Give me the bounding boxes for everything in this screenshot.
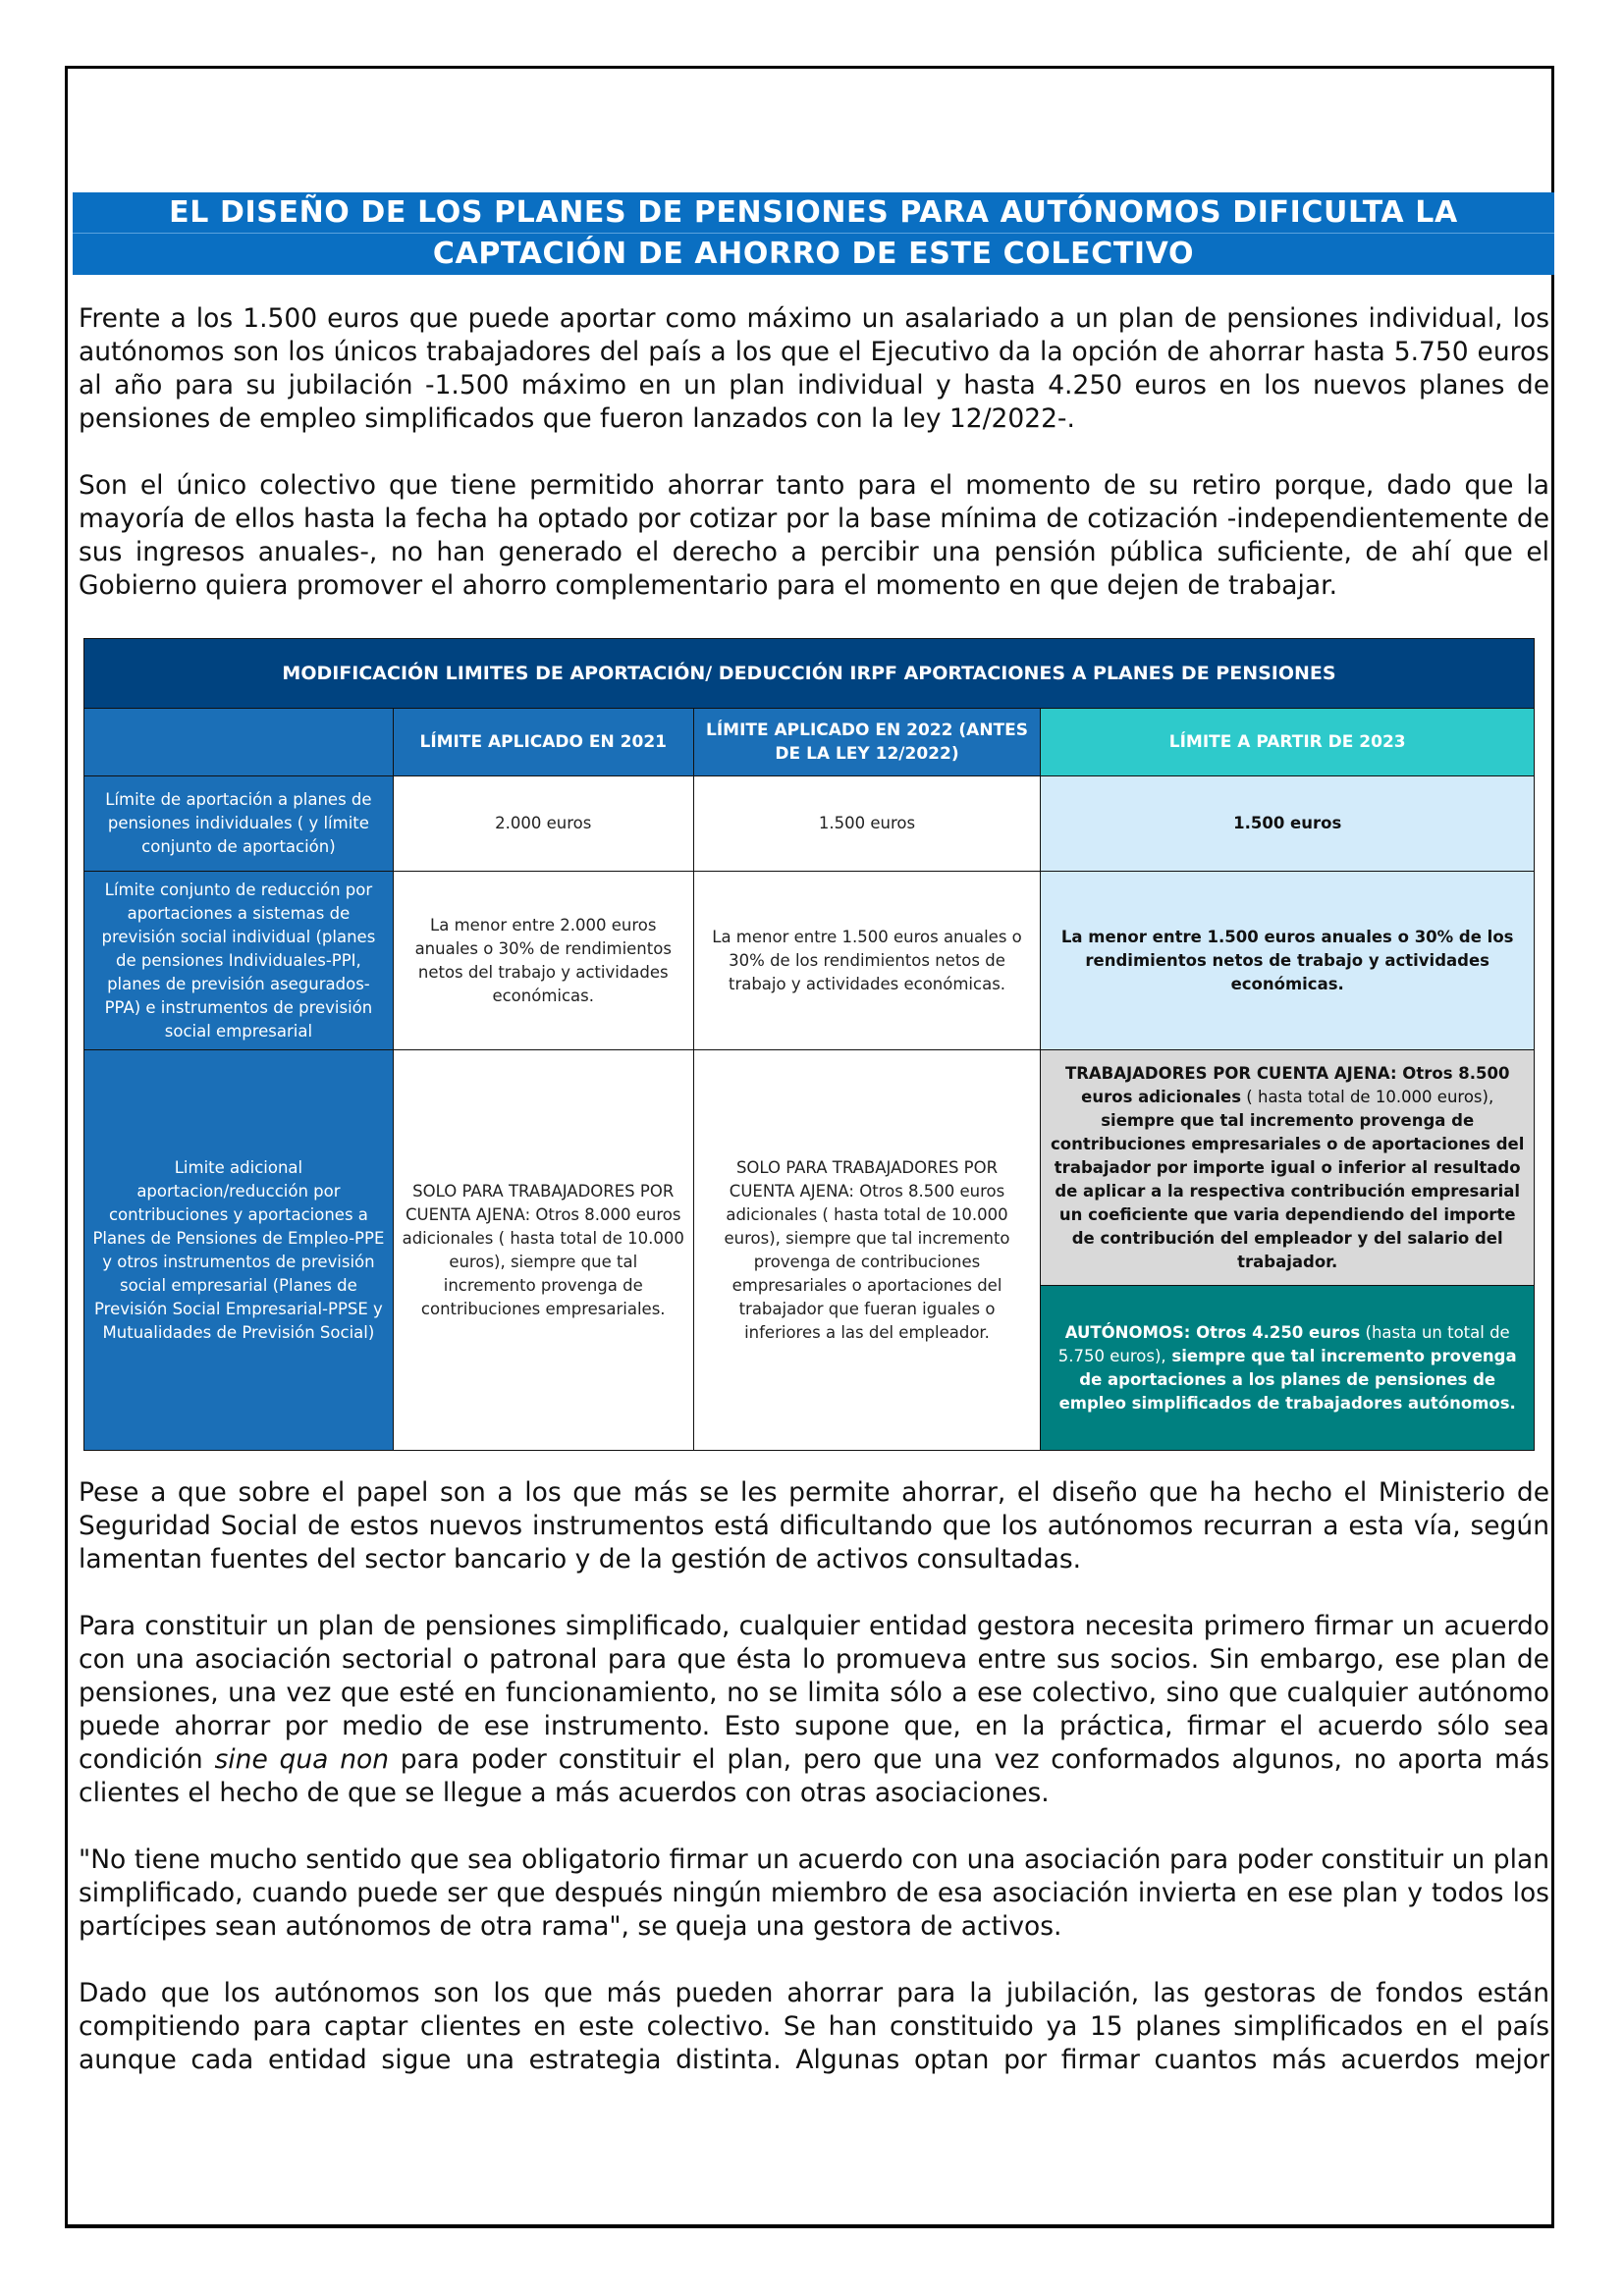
article-title-banner [73, 192, 1554, 275]
table-row [84, 872, 1535, 1050]
cell-2023-employees [1041, 1050, 1535, 1286]
self-employed-bold-tail: siempre que tal incremento provenga de aportaciones a los planes de pensiones de empleo simplificados de trabajadores autónomos. [1058, 1346, 1517, 1413]
paragraph-4-latin-phrase: sine qua non [214, 1744, 389, 1775]
cell-2022: 1.500 euros [693, 776, 1041, 872]
cell-2021: La menor entre 2.000 euros anuales o 30% de rendimientos netos del trabajo y actividades económicas. [393, 872, 693, 1050]
table-header-2023: LÍMITE A PARTIR DE 2023 [1041, 709, 1535, 776]
paragraph-4-part-a: Para constituir un plan de pensiones simplificado, cualquier entidad gestora necesita primero firmar un acuerdo con una asociación sectorial o patronal para que ésta lo promueva entre sus socios. Sin embargo, ese plan de pensiones, una vez que esté en funcionamiento, no se limita sólo a ese colectivo, sino que cualquier autónomo puede ahorrar por medio de ese instrumento. Esto supone que, en la práctica, firmar el acuerdo sólo sea condición [79, 1611, 1549, 1775]
article-title-line-1: EL DISEÑO DE LOS PLANES DE PENSIONES PARA AUTÓNOMOS DIFICULTA LA [73, 192, 1554, 234]
paragraph-3: Pese a que sobre el papel son a los que más se les permite ahorrar, el diseño que ha hecho el Ministerio de Seguridad Social de estos nuevos instrumentos está dificultando que los autónomos recurran a esta vía, según lamentan fuentes del sector bancario y de la gestión de activos consultadas. [79, 1477, 1549, 1575]
paragraph-intro-1: Frente a los 1.500 euros que puede aportar como máximo un asalariado a un plan de pensiones individual, los autónomos son los únicos trabajadores del país a los que el Ejecutivo da la opción de ahorrar hasta 5.750 euros al año para su jubilación -1.500 máximo en un plan individual y hasta 4.250 euros en los nuevos planes de pensiones de empleo simplificados que fueron lanzados con la ley 12/2022-. [79, 303, 1549, 434]
row-label-joint-reduction-limit: Límite conjunto de reducción por aportaciones a sistemas de previsión social individual (planes de pensiones Individuales-PPI, planes de previsión asegurados-PPA) e instrumentos de previsión social empresarial [84, 872, 394, 1050]
employees-bold-lead: TRABAJADORES POR CUENTA AJENA: Otros 8.500 euros adicionales [1064, 1063, 1510, 1106]
cell-2022: La menor entre 1.500 euros anuales o 30% de los rendimientos netos de trabajo y actividades económicas. [693, 872, 1041, 1050]
pension-limits-table [83, 638, 1535, 1451]
row-label-additional-limit: Limite adicional aportacion/reducción por contribuciones y aportaciones a Planes de Pensiones de Empleo-PPE y otros instrumentos de previsión social empresarial (Planes de Previsión Social Empresarial-PPSE y Mutualidades de Previsión Social) [84, 1050, 394, 1451]
cell-2022: SOLO PARA TRABAJADORES POR CUENTA AJENA: Otros 8.500 euros adicionales ( hasta total de 10.000 euros), siempre que tal incremento provenga de contribuciones empresariales o aportaciones del trabajador que fueran iguales o inferiores a las del empleador. [693, 1050, 1041, 1451]
article-title-line-2: CAPTACIÓN DE AHORRO DE ESTE COLECTIVO [432, 237, 1195, 271]
paragraph-4-part-b: para poder constituir el plan, pero que una vez conformados algunos, no aporta más clientes el hecho de que se llegue a más acuerdos con otras asociaciones. [79, 1744, 1549, 1808]
row-label-individual-limit: Límite de aportación a planes de pensiones individuales ( y límite conjunto de aportación) [84, 776, 394, 872]
table-header-2022: LÍMITE APLICADO EN 2022 (ANTES DE LA LEY 12/2022) [693, 709, 1041, 776]
paragraph-4 [79, 1610, 1549, 1810]
employees-bold-tail: siempre que tal incremento provenga de contribuciones empresariales o de aportaciones del trabajador por importe igual o inferior al resultado de aplicar a la respectiva contribución empresarial un coeficiente que varia dependiendo del importe de contribución del empleador y del salario del trabajador. [1050, 1110, 1525, 1271]
employees-normal: ( hasta total de 10.000 euros), [1241, 1087, 1494, 1106]
cell-2021: 2.000 euros [393, 776, 693, 872]
table-header-2021: LÍMITE APLICADO EN 2021 [393, 709, 693, 776]
table-row [84, 776, 1535, 872]
self-employed-bold-lead: AUTÓNOMOS: Otros 4.250 euros [1064, 1322, 1361, 1342]
cell-2023: La menor entre 1.500 euros anuales o 30% de los rendimientos netos de trabajo y actividades económicas. [1041, 872, 1535, 1050]
self-employed-normal: (hasta un total de 5.750 euros), [1057, 1322, 1510, 1365]
paragraph-intro-2: Son el único colectivo que tiene permitido ahorrar tanto para el momento de su retiro porque, dado que la mayoría de ellos hasta la fecha ha optado por cotizar por la base mínima de cotización -independientemente de sus ingresos anuales-, no han generado el derecho a percibir una pensión pública suficiente, de ahí que el Gobierno quiera promover el ahorro complementario para el momento en que dejen de trabajar. [79, 470, 1549, 601]
paragraph-5-quote: "No tiene mucho sentido que sea obligatorio firmar un acuerdo con una asociación para poder constituir un plan simplificado, cuando puede ser que después ningún miembro de esa asociación invierta en ese plan y todos los partícipes sean autónomos de otra rama", se queja una gestora de activos. [79, 1844, 1549, 1942]
table-header-empty [84, 709, 394, 776]
body-section [79, 1476, 1549, 2077]
cell-2021: SOLO PARA TRABAJADORES POR CUENTA AJENA: Otros 8.000 euros adicionales ( hasta total de 10.000 euros), siempre que tal incremento provenga de contribuciones empresariales. [393, 1050, 693, 1451]
intro-section [79, 302, 1549, 603]
cell-2023: 1.500 euros [1041, 776, 1535, 872]
cell-2023-self-employed [1041, 1286, 1535, 1451]
paragraph-6: Dado que los autónomos son los que más pueden ahorrar para la jubilación, las gestoras de fondos están compitiendo para captar clientes en este colectivo. Se han constituido ya 15 planes simplificados en el país aunque cada entidad sigue una estrategia distinta. Algunas optan por firmar cuantos más acuerdos mejor [79, 1978, 1549, 2075]
table-title: MODIFICACIÓN LIMITES DE APORTACIÓN/ DEDUCCIÓN IRPF APORTACIONES A PLANES DE PENSIONES [84, 639, 1535, 709]
table-row [84, 1050, 1535, 1286]
